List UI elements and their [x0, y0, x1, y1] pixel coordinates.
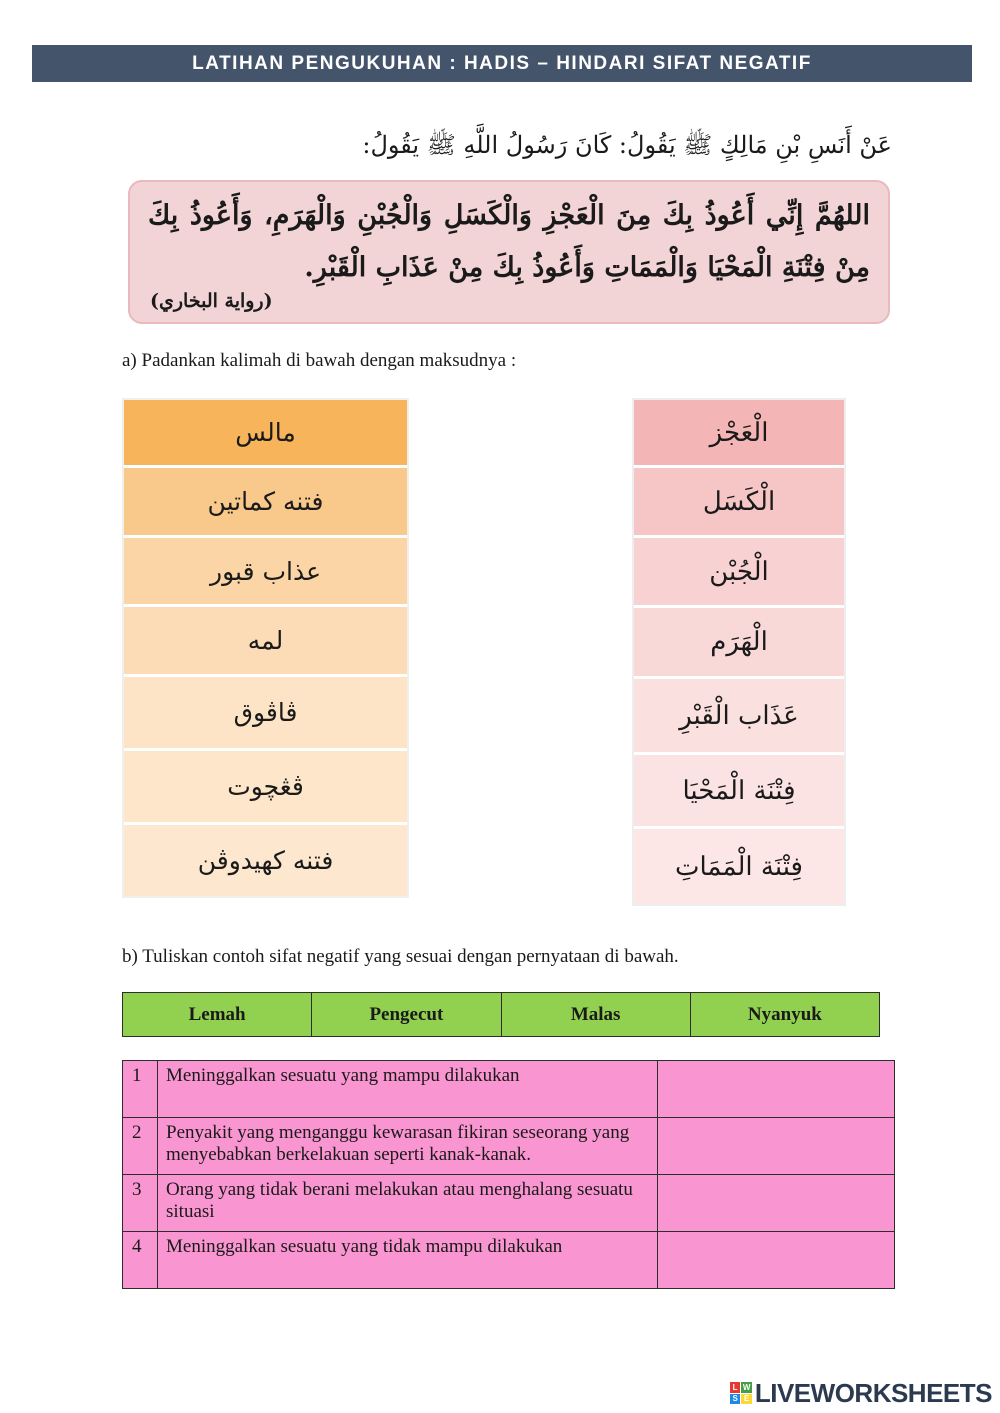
questions-table — [122, 1060, 895, 1289]
meaning-cell[interactable]: عذاب قبور — [124, 538, 407, 607]
answer-field[interactable] — [658, 1061, 895, 1118]
question-text: Meninggalkan sesuatu yang tidak mampu dilakukan — [158, 1232, 658, 1289]
table-row — [123, 1118, 895, 1175]
word-cell[interactable]: الْجُبْن — [634, 538, 844, 608]
hadis-source: (رواية البخاري) — [150, 290, 273, 312]
word-cell[interactable]: فِتْنَة الْمَمَاتِ — [634, 829, 844, 904]
word-cell[interactable]: فِتْنَة الْمَحْيَا — [634, 755, 844, 829]
meaning-cell[interactable]: لمه — [124, 607, 407, 677]
section-b-instruction: b) Tuliskan contoh sifat negatif yang sesuai dengan pernyataan di bawah. — [122, 946, 679, 967]
word-cell[interactable]: الْعَجْز — [634, 400, 844, 468]
meaning-cell[interactable]: فتنه كهيدوڤن — [124, 825, 407, 896]
word-cell[interactable]: الْهَرَم — [634, 608, 844, 679]
words-column — [632, 398, 846, 906]
section-a-instruction: a) Padankan kalimah di bawah dengan maksudnya : — [122, 350, 517, 371]
word-cell[interactable]: عَذَاب الْقَبْرِ — [634, 679, 844, 755]
logo-grid-icon — [730, 1382, 752, 1404]
table-row — [123, 1232, 895, 1289]
option-pengecut[interactable]: Pengecut — [312, 993, 501, 1037]
logo-text: LIVEWORKSHEETS — [754, 1377, 992, 1408]
liveworksheets-logo — [730, 1378, 992, 1408]
page-title: LATIHAN PENGUKUHAN : HADIS – HINDARI SIFAT NEGATIF — [32, 45, 972, 82]
meaning-cell[interactable]: ڤاڤوق — [124, 677, 407, 751]
question-text: Orang yang tidak berani melakukan atau menghalang sesuatu situasi — [158, 1175, 658, 1232]
meaning-cell[interactable]: مالس — [124, 400, 407, 468]
logo-grid-letter: E — [741, 1394, 752, 1405]
answer-field[interactable] — [658, 1175, 895, 1232]
hadis-narrator-line: عَنْ أَنَسِ بْنِ مَالِكٍ ﷺ يَقُولُ: كَانَ رَسُولُ اللَّهِ ﷺ يَقُولُ: — [362, 131, 892, 159]
question-number: 4 — [123, 1232, 158, 1289]
hadis-text: اللهُمَّ إِنِّي أَعُوذُ بِكَ مِنَ الْعَجْزِ وَالْكَسَلِ وَالْجُبْنِ وَالْهَرَمِ، وَأَعُوذُ بِكَ مِنْ فِتْنَةِ الْمَحْيَا وَالْمَمَاتِ وَأَعُوذُ بِكَ مِنْ عَذَابِ الْقَبْرِ. — [148, 200, 870, 283]
logo-grid-letter: W — [742, 1382, 751, 1392]
options-table — [122, 992, 880, 1037]
logo-grid-letter: S — [730, 1394, 741, 1405]
table-row — [123, 1061, 895, 1118]
table-row — [123, 1175, 895, 1232]
word-cell[interactable]: الْكَسَل — [634, 468, 844, 538]
meaning-cell[interactable]: ڤڠچوت — [124, 751, 407, 825]
option-malas[interactable]: Malas — [501, 993, 690, 1037]
question-text: Meninggalkan sesuatu yang mampu dilakukan — [158, 1061, 658, 1118]
option-nyanyuk[interactable]: Nyanyuk — [690, 993, 879, 1037]
meaning-cell[interactable]: فتنه كماتين — [124, 468, 407, 538]
option-lemah[interactable]: Lemah — [123, 993, 312, 1037]
question-number: 3 — [123, 1175, 158, 1232]
question-number: 1 — [123, 1061, 158, 1118]
logo-grid-letter: L — [730, 1382, 741, 1393]
answer-field[interactable] — [658, 1118, 895, 1175]
answer-field[interactable] — [658, 1232, 895, 1289]
hadis-box — [128, 180, 890, 324]
question-number: 2 — [123, 1118, 158, 1175]
meanings-column — [122, 398, 409, 898]
question-text: Penyakit yang menganggu kewarasan fikiran seseorang yang menyebabkan berkelakuan seperti kanak-kanak. — [158, 1118, 658, 1175]
